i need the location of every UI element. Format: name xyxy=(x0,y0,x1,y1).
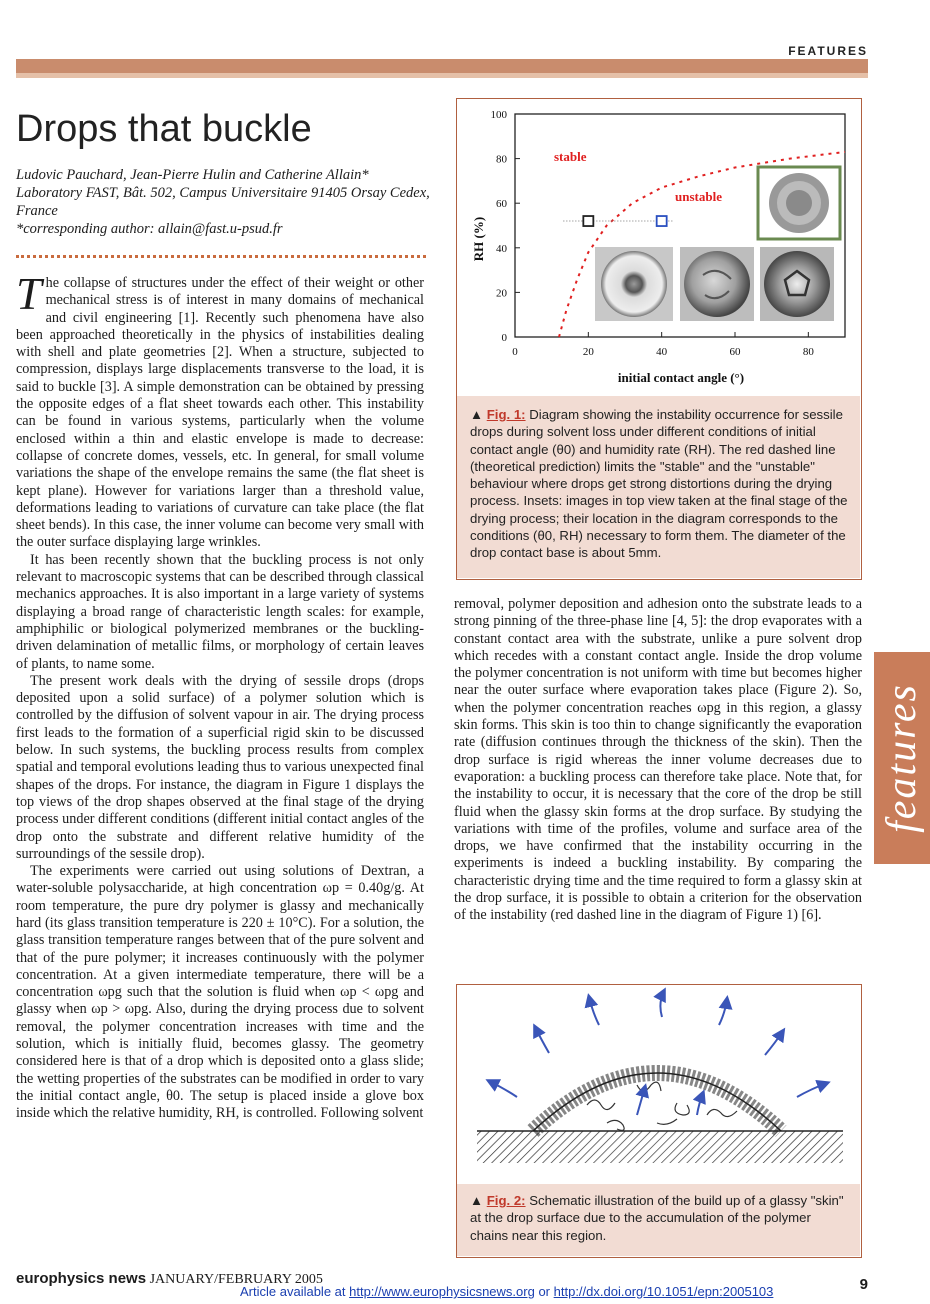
unstable-region-label: unstable xyxy=(675,189,722,204)
side-tab-label: features xyxy=(879,683,926,833)
authors-affiliation: Laboratory FAST, Bât. 502, Campus Universitaire 91405 Orsay Cedex, France xyxy=(16,185,430,219)
stable-region-label: stable xyxy=(554,149,587,164)
x-tick-label: 80 xyxy=(802,346,814,358)
y-tick-label: 40 xyxy=(496,242,507,255)
journal-issue: JANUARY/FEBRUARY 2005 xyxy=(149,1272,323,1287)
authors-names: Ludovic Pauchard, Jean-Pierre Hulin and Catherine Allain* xyxy=(16,167,369,183)
y-tick-label: 80 xyxy=(496,153,507,166)
authors-block xyxy=(16,166,436,238)
dropcap: T xyxy=(16,268,42,319)
paragraph-1 xyxy=(16,268,424,552)
doi-link[interactable]: http://dx.doi.org/10.1051/epn:2005103 xyxy=(553,1284,774,1299)
availability-or: or xyxy=(538,1284,551,1299)
availability-prefix: Article available at xyxy=(240,1284,346,1299)
evaporation-arrows xyxy=(489,991,827,1115)
section-label: FEATURES xyxy=(788,44,868,58)
inset-buckled-drop xyxy=(680,247,754,321)
header-bar xyxy=(16,59,868,73)
page-number: 9 xyxy=(859,1276,868,1293)
x-axis-label: initial contact angle (°) xyxy=(617,370,745,385)
title-divider xyxy=(16,255,426,258)
header-bar-underline xyxy=(16,73,868,78)
right-paragraph-1: removal, polymer deposition and adhesion onto the substrate leads to a strong pinning of the three-phase line [4, 5]: the drop evaporates with a constant contact area with the substrate, unlike a pure solvent drop which recedes with a constant contact angle. Inside the drop volume the polymer concentration is not uniform with time but becomes higher near the outer surface where evaporation takes place (Figure 2). So, when the polymer concentration reaches ωpg in this region, a glassy skin forms. This skin is too thin to change significantly the evaporation rate (diffusion continues through the thickness of the skin). Then the drop surface is rigid whereas the inner volume decreases due to evaporation: a buckling process can therefore take place. Note that, for the instability to occur, it is necessary that the core of the drop be still fluid when the glassy skin forms at the drop surface. By studying the variations with time of the profiles, volume and surface area of the drops, we have confirmed that the instability occurring in the experiments is indeed a buckling instability. By comparing the characteristic drying time and the time required to form a glassy skin at the drop surface, it is possible to obtain a criterion for the observation of the instability (red dashed line in the diagram of Figure 1) [6]. xyxy=(454,596,862,924)
figure-1-caption-text: Diagram showing the instability occurrence for sessile drops during solvent loss under different conditions of initial contact angle (θ0) and humidity rate (RH). The red dashed line (theoretical prediction) limits the "stable" and the "unstable" behaviour where drops get strong distortions during the drying process. Insets: images in top view taken at the final stage of the drying process; their location in the diagram corresponds to the conditions (θ0, RH) necessary to form them. The diameter of the drop contact base is about 5mm. xyxy=(470,407,848,561)
y-tick-label: 20 xyxy=(496,287,507,300)
x-tick-label: 60 xyxy=(729,346,741,358)
figure-2-caption: ▲ Fig. 2: Schematic illustration of the build up of a glassy "skin" at the drop surface due to the accumulation of the polymer chains near this region. xyxy=(470,1193,844,1243)
authors-email: *corresponding author: allain@fast.u-psud.fr xyxy=(16,221,283,237)
x-tick-label: 0 xyxy=(512,346,518,358)
y-axis-label: RH (%) xyxy=(471,216,486,262)
unstable-marker xyxy=(657,216,667,226)
journal-name: europhysics news xyxy=(16,1270,147,1287)
figure-2-illustration xyxy=(457,985,860,1183)
substrate xyxy=(477,1131,843,1163)
figure-1-caption: ▲ Fig. 1: Diagram showing the instability occurrence for sessile drops during solvent loss under different conditions of initial contact angle (θ0) and humidity rate (RH). The red dashed line (theoretical prediction) limits the "stable" and the "unstable" behaviour where drops get strong distortions during the drying process. Insets: images in top view taken at the final stage of the drying process; their location in the diagram corresponds to the conditions (θ0, RH) necessary to form them. The diameter of the drop contact base is about 5mm. xyxy=(470,407,848,561)
y-tick-label: 100 xyxy=(490,109,507,121)
paragraph-3: The present work deals with the drying of sessile drops (drops deposited upon a solid surface) of a polymer solution which is controlled by the diffusion of solvent vapour in air. The drying process first leads to the formation of a superficial rigid skin to be discussed below. In such systems, the buckling process results from complex spatial and temporal evolutions leading thus to various unexpected final shapes of the drops. For instance, the diagram in Figure 1 displays the top views of the drop shapes observed at the final stage of the drying process under different conditions (different initial contact angles of the drop onto the substrate and different relative humidity of the surroundings of the sessile drop). xyxy=(16,672,424,862)
inset-wrinkled-drop xyxy=(760,247,834,321)
figure-2-caption-text: Schematic illustration of the build up of a glassy "skin" at the drop surface due to the accumulation of the polymer chains near this region. xyxy=(470,1193,844,1243)
x-tick-label: 40 xyxy=(656,346,668,358)
availability-note xyxy=(240,1284,773,1299)
article-title: Drops that buckle xyxy=(16,108,312,150)
europhysicsnews-link[interactable]: http://www.europhysicsnews.org xyxy=(349,1284,535,1299)
x-tick-label: 20 xyxy=(582,346,594,358)
paragraph-4: The experiments were carried out using solutions of Dextran, a water-soluble polysaccharide, at high concentration ωp = 0.40g/g. At room temperature, the pure dry polymer is glassy and mechanically hard (its glass transition temperature is 220 ± 10°C). For a solution, the glass transition temperature ranges between that of the pure solvent and that of the pure polymer; it increases continuously with the polymer concentration. At a given intermediate temperature, there will be a concentration ωpg such that the solution is fluid when ωp < ωpg and glassy when ωp > ωpg. Also, during the drying process due to solvent removal, the polymer concentration increases with time and the solution, which is initially fluid, becomes glassy. The geometry considered here is that of a drop which is deposited onto a glass slide; the wetting properties of the substrates can be modified in order to vary the initial contact angle, θ0. The setup is placed inside a glove box inside which the relative humidity, RH, is controlled. Following solvent xyxy=(16,863,424,1122)
stable-marker xyxy=(583,216,593,226)
paragraph-2: It has been recently shown that the buckling process is not only relevant to macroscopic systems that can be described through classical mechanics approaches. It is also important in a large variety of systems displaying a broad range of characteristic length scales: for example, amphiphilic or biological polymerized membranes or the buckling-driven delamination of metallic films, or morphology of certain leaves of plants, to name some. xyxy=(16,551,424,672)
figure-1-chart xyxy=(457,99,860,395)
paragraph-1-text: he collapse of structures under the effect of their weight or other mechanical stress is of interest in many domains of mechanical and civil engineering [1]. Recently such phenomena have also been approached theoretically in the physics of instabilities dealing with shell and plate geometries [2]. When a structure, subjected to compression, displays large displacements transverse to the load, it is said to buckle [3]. A simple demonstration can be obtained by pressing the opposite edges of a flat sheet towards each other. This instability can be found in various systems, particularly when the volume enclosed within a thin and elastic envelope is made to decrease: collapse of concrete domes, vessels, etc. In general, for small volume variations the shape of the envelope remains the same (the flat sheet is kept plane). However for variations larger than a threshold value, deformations leading to variations of curvature can take place (the flat sheet bends). In this case, the inner volume can become very small with the outer surface displaying large wrinkles. xyxy=(16,275,424,551)
chart-points xyxy=(563,216,673,226)
y-tick-label: 0 xyxy=(501,332,507,344)
left-column xyxy=(16,268,424,1123)
inset-stable-drop xyxy=(595,247,673,321)
figure-2-link[interactable]: Fig. 2: xyxy=(486,1193,526,1208)
figure-1-link[interactable]: Fig. 1: xyxy=(486,407,526,422)
inset-unstable-drop xyxy=(758,167,840,239)
y-tick-label: 60 xyxy=(496,198,507,211)
right-column xyxy=(454,596,862,925)
